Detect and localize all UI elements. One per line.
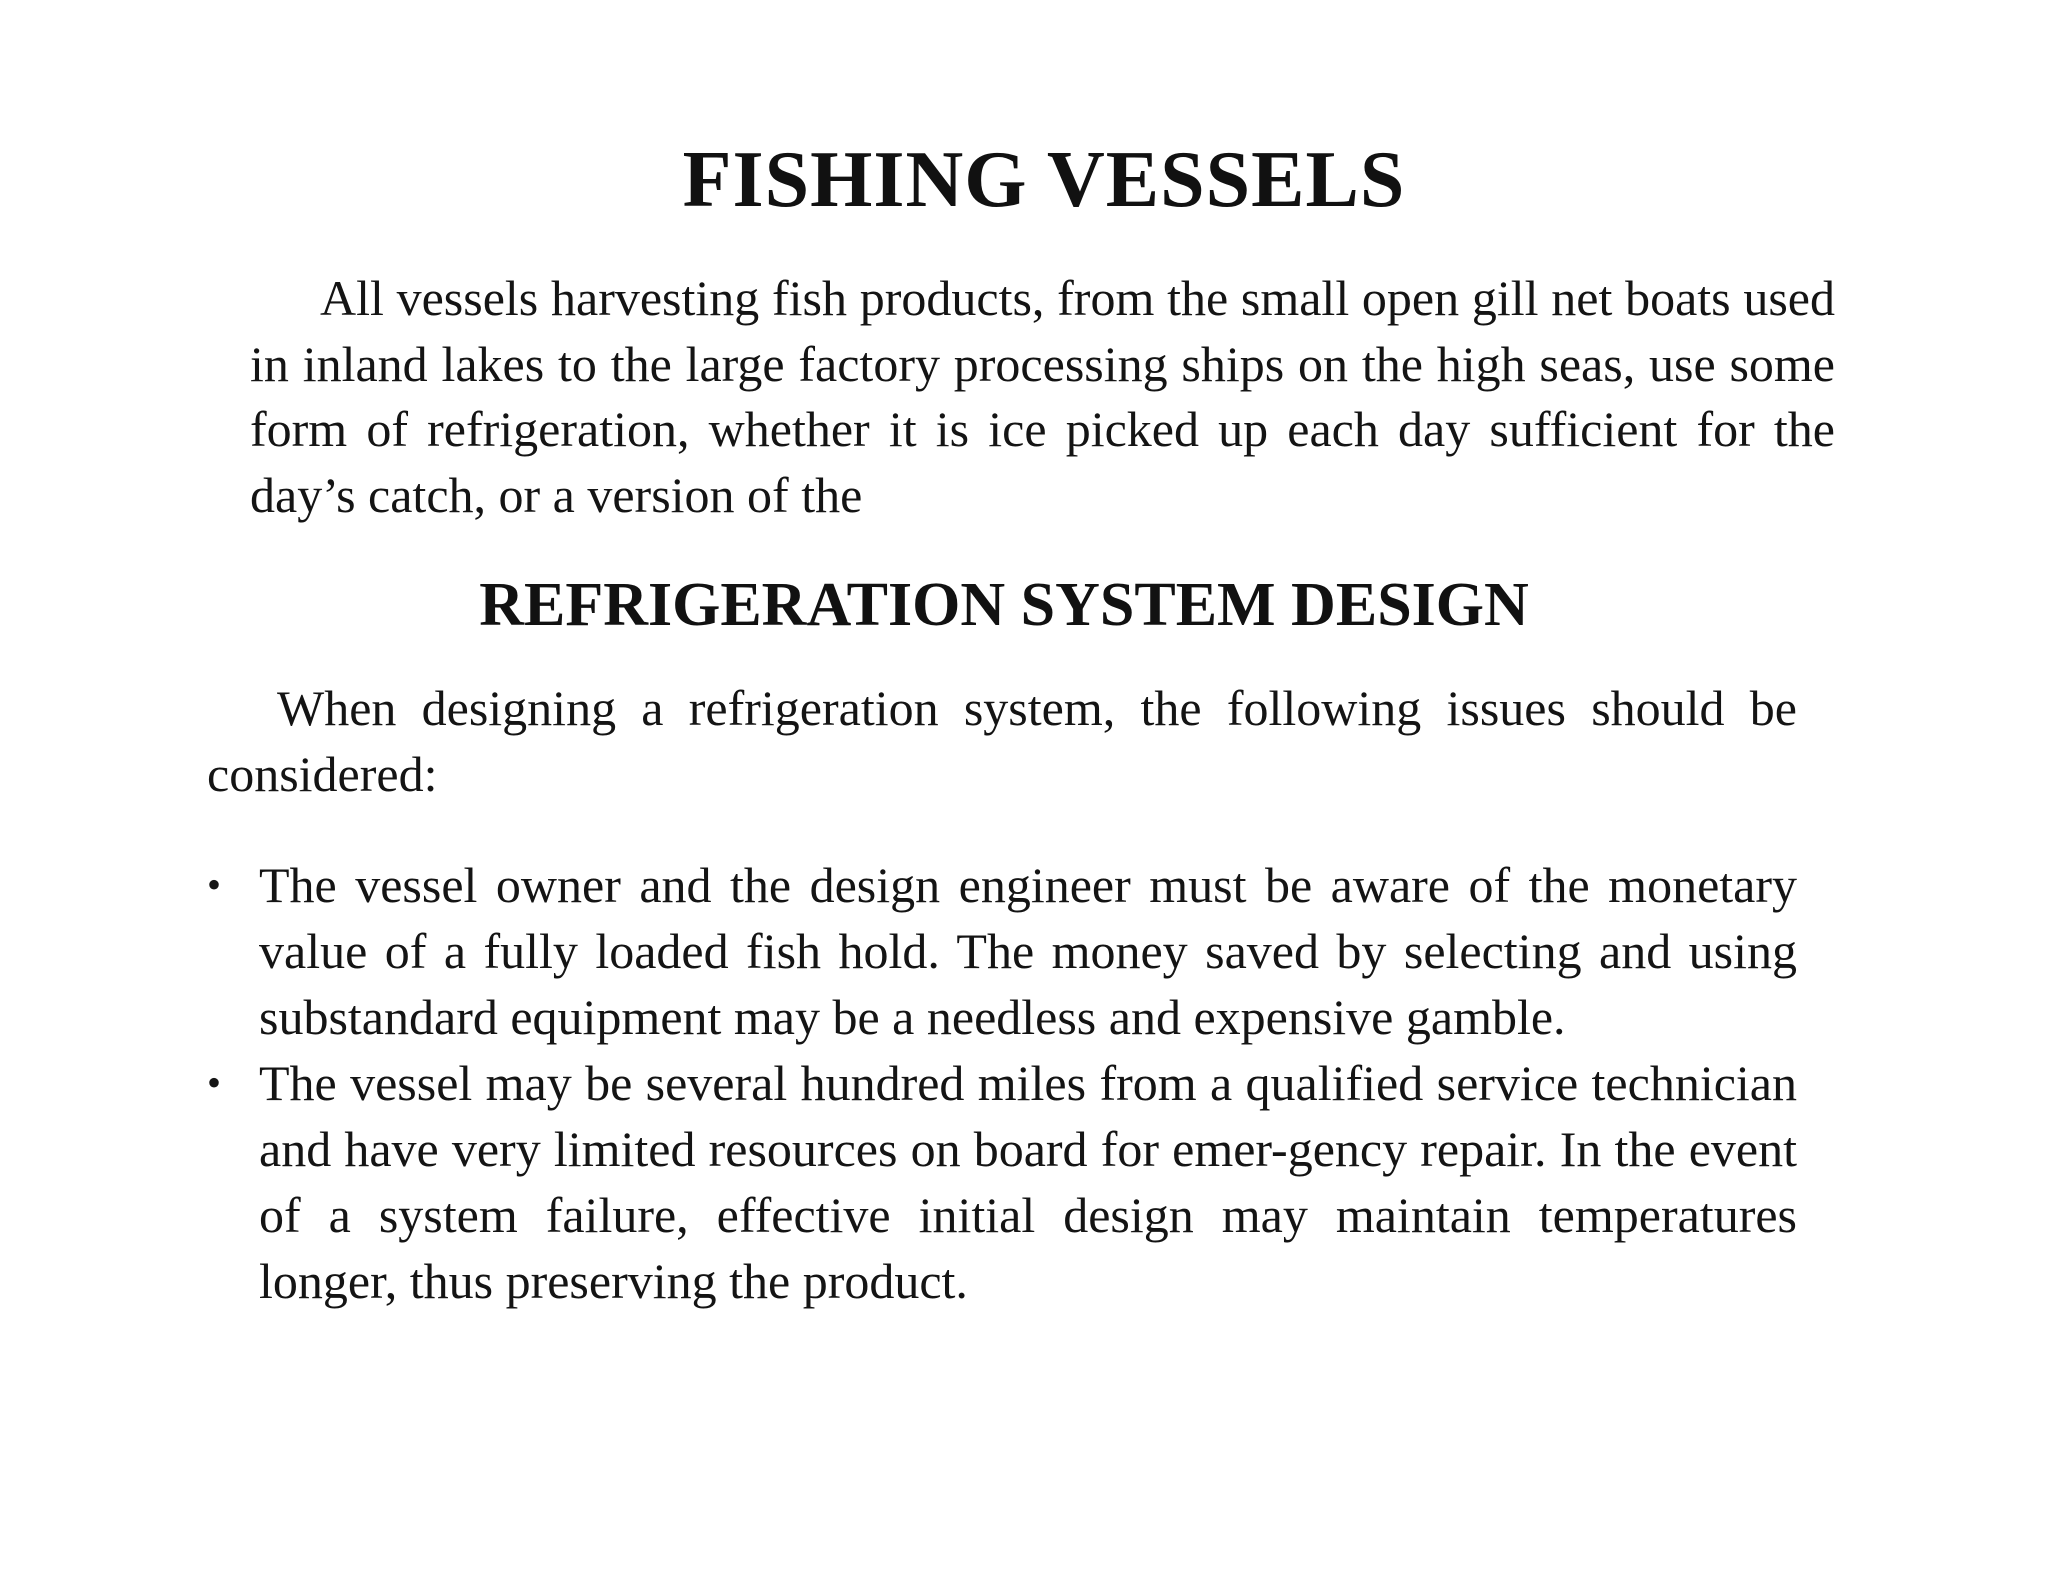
- page-title-fishing-vessels: FISHING VESSELS: [682, 136, 1406, 224]
- design-issues-list: [207, 852, 1797, 1314]
- list-item: [207, 1050, 1797, 1314]
- design-intro-paragraph: When designing a refrigeration system, the following issues should be considered:: [207, 680, 1797, 802]
- bullet-icon: •: [207, 862, 222, 907]
- fishing-vessels-paragraph: All vessels harvesting fish products, from the small open gill net boats used in inland lakes to the large factory processing ships on the high seas, use some form of refrigeration, whether it is ice picked up each day sufficient for the day’s catch, or a version of the: [250, 270, 1835, 523]
- list-item: [207, 852, 1797, 1050]
- bullet-text: The vessel owner and the design engineer must be aware of the monetary value of a fully loaded fish hold. The money saved by selecting and using substandard equipment may be a needless and expensive gamble.: [259, 857, 1797, 1045]
- bullet-text: The vessel may be several hundred miles from a qualified service technician and have very limited resources on board for emer-gency repair. In the event of a system failure, effective initial design may maintain temperatures longer, thus preserving the product.: [259, 1055, 1797, 1309]
- bullet-icon: •: [207, 1060, 222, 1105]
- section-title-refrigeration-system-design: REFRIGERATION SYSTEM DESIGN: [479, 571, 1529, 639]
